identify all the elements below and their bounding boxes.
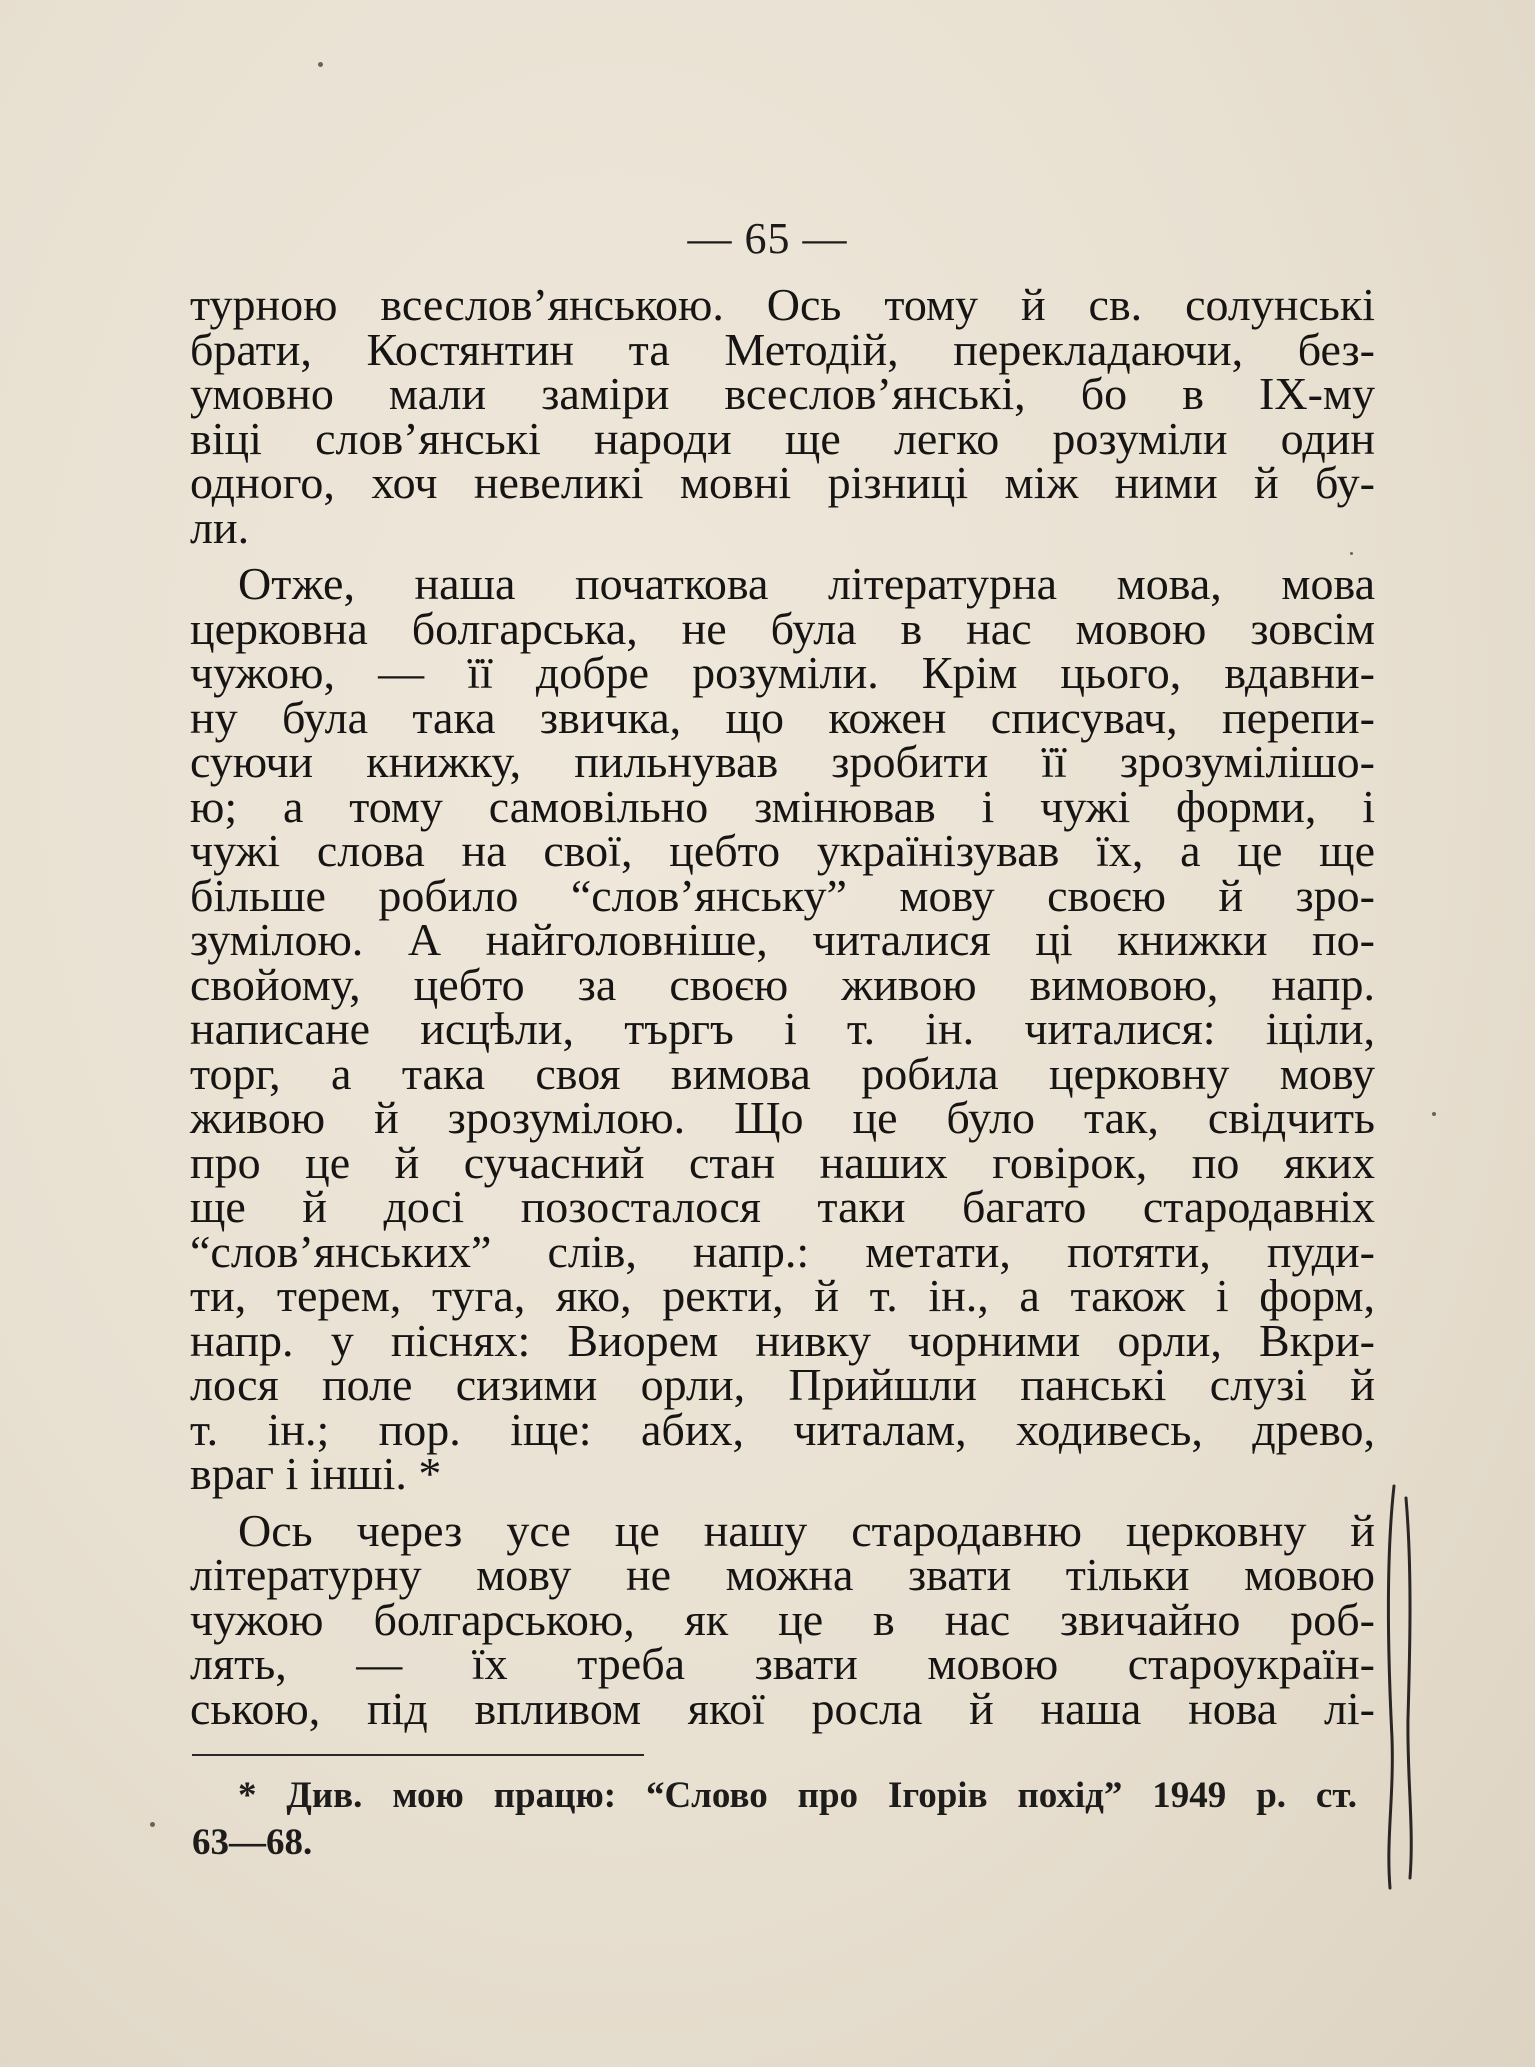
- text-line: торг, а така своя вимова робила церковну мову: [190, 1047, 1375, 1099]
- paper-speck: [1350, 552, 1353, 555]
- text-line: ли.: [190, 501, 250, 553]
- text-line: суючи книжку, пильнував зробити її зрозумілішо-: [190, 736, 1375, 787]
- footnote: [192, 1772, 1357, 1866]
- paper-speck: [150, 1822, 155, 1827]
- text-line: умовно мали заміри всеслов’янські, бо в IX-му: [190, 368, 1375, 419]
- text-line: написане исцѣли, търгъ і т. ін. читалися: іціли,: [190, 1003, 1375, 1054]
- footnote-line: * Див. мою працю: “Слово про Ігорів похід” 1949 р. ст.: [238, 1775, 1357, 1816]
- text-line: “слов’янських” слів, напр.: метати, потяти, пуди-: [190, 1225, 1375, 1277]
- text-line: віці слов’янські народи ще легко розуміли один: [190, 412, 1375, 464]
- text-line: ти, терем, туга, яко, ректи, й т. ін., а також і форм,: [190, 1270, 1375, 1321]
- text-line: ще й досі позосталося таки багато стародавніх: [190, 1181, 1375, 1232]
- text-line: чужою болгарською, як це в нас звичайно роб-: [190, 1593, 1375, 1645]
- text-line: літературну мову не можна звати тільки мовою: [190, 1549, 1375, 1600]
- margin-bracket-mark: [1380, 1478, 1420, 1898]
- text-line: ю; а тому самовільно змінював і чужі форми, і: [190, 780, 1375, 832]
- text-line: живою й зрозумілою. Що це було так, свідчить: [190, 1092, 1375, 1143]
- text-line: Отже, наша початкова літературна мова, мова: [238, 558, 1375, 609]
- text-line: напр. у піснях: Виорем нивку чорними орли, Вкри-: [190, 1314, 1375, 1366]
- paper-speck: [1432, 1112, 1436, 1116]
- text-line: лять, — їх треба звати мовою староукраїн-: [190, 1638, 1375, 1689]
- text-line: турною всеслов’янською. Ось тому й св. солунські: [190, 279, 1375, 330]
- text-line: одного, хоч невеликі мовні різниці між ними й бу-: [190, 457, 1375, 508]
- paper-speck: [318, 62, 323, 67]
- text-line: брати, Костянтин та Методій, перекладаючи, без-: [190, 323, 1375, 375]
- page-number: — 65 —: [687, 214, 848, 263]
- text-line: ською, під впливом якої росла й наша нова лі-: [190, 1682, 1375, 1734]
- text-line: чужою, — її добре розуміли. Крім цього, вдавни-: [190, 647, 1375, 698]
- body-text: [190, 279, 1375, 1734]
- text-line: церковна болгарська, не була в нас мовою зовсім: [190, 602, 1375, 654]
- text-line: свойому, цебто за своєю живою вимовою, напр.: [190, 958, 1375, 1010]
- text-line: лося поле сизими орли, Прийшли панські слузі й: [190, 1359, 1375, 1410]
- text-line: зумілою. А найголовніше, читалися ці книжки по-: [190, 914, 1375, 965]
- text-line: чужі слова на свої, цебто українізував їх, а це ще: [190, 825, 1375, 876]
- text-line: враг і інші. *: [190, 1448, 442, 1499]
- text-line: т. ін.; пор. іще: абих, читалам, ходивесь, древо,: [190, 1403, 1375, 1455]
- footnote-rule: [192, 1754, 644, 1756]
- text-line: Ось через усе це нашу стародавню церковну й: [238, 1504, 1375, 1556]
- footnote-line: 63—68.: [192, 1822, 313, 1863]
- text-line: більше робило “слов’янську” мову своєю й зро-: [190, 869, 1375, 921]
- text-line: ну була така звичка, що кожен списувач, перепи-: [190, 691, 1375, 743]
- text-line: про це й сучасний стан наших говірок, по яких: [190, 1136, 1375, 1188]
